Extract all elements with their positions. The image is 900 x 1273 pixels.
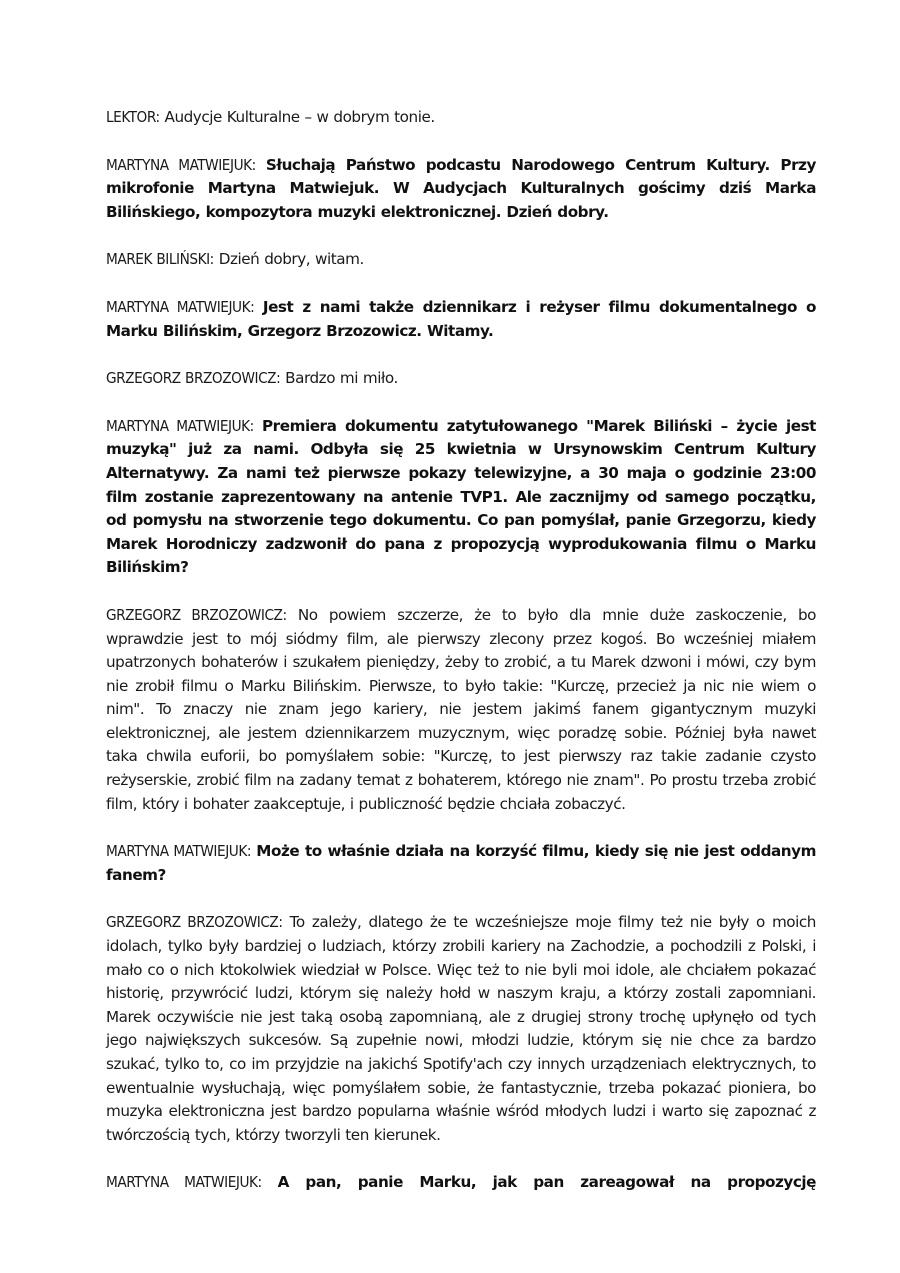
speech-text: To zależy, dlatego że te wcześniejsze moje filmy też nie były o moich idolach, tylko były bardziej o ludziach, którzy zrobili kariery na Zachodzie, a pochodzili z Polski, i mało co o nich ktokolwiek wiedział w Polsce. Więc też to nie byli moi idole, ale chciałem pokazać historię, przywrócić ludzi, którym się należy hołd w naszym kraju, a którzy zostali zapomniani. Marek oczywiście nie jest taką osobą zapomnianą, ale z drugiej strony trochę upłynęło od tych jego największych sukcesów. Są zupełnie nowi, młodzi ludzie, którym się nie chce za bardzo szukać, tylko to, co im przyjdzie na jakichś Spotify'ach czy innych urządzeniach elektrycznych, to ewentualnie wysłuchają, więc pomyślałem sobie, że fantastycznie, trzeba pokazać pioniera, bo muzyka elektroniczna jest bardzo popularna właśnie wśród młodych ludzi i warto się zapoznać z twórczością tych, którzy tworzyli ten kierunek. — [106, 913, 816, 1144]
speech-text: Audycje Kulturalne – w dobrym tonie. — [164, 108, 435, 126]
speaker-label: MARTYNA MATWIEJUK: — [106, 842, 251, 861]
speaker-label: GRZEGORZ BRZOZOWICZ: — [106, 369, 281, 388]
speaker-label: MAREK BILIŃSKI: — [106, 250, 214, 269]
transcript-turn — [106, 106, 816, 130]
transcript-turn — [106, 911, 816, 1147]
transcript-turn — [106, 248, 816, 272]
transcript-page — [106, 106, 816, 1219]
transcript-turn — [106, 604, 816, 816]
speech-text: No powiem szczerze, że to było dla mnie duże zaskoczenie, bo wprawdzie jest to mój siódmy film, ale pierwszy zlecony przez kogoś. Bo wcześniej miałem upatrzonych bohaterów i szukałem pieniędzy, żeby to zrobić, a tu Marek dzwoni i mówi, czy bym nie zrobił filmu o Marku Bilińskim. Pierwsze, to było takie: "Kurczę, przecież ja nic nie wiem o nim". To znaczy nie znam jego kariery, nie jestem jakimś fanem gigantycznym muzyki elektronicznej, ale jestem dziennikarzem muzycznym, więc poradzę sobie. Później była nawet taka chwila euforii, bo pomyślałem sobie: "Kurczę, to jest pierwszy raz takie zadanie czysto reżyserskie, zrobić film na zadany temat z bohaterem, którego nie znam". Po prostu trzeba zrobić film, który i bohater zaakceptuje, i publiczność będzie chciała zobaczyć. — [106, 605, 816, 813]
speech-text: Bardzo mi miło. — [285, 369, 398, 388]
speaker-label: GRZEGORZ BRZOZOWICZ: — [106, 913, 283, 932]
speaker-label: GRZEGORZ BRZOZOWICZ: — [106, 605, 287, 624]
transcript-turn — [106, 1171, 816, 1195]
transcript-turn — [106, 154, 816, 225]
speaker-label: MARTYNA MATWIEJUK: — [106, 1173, 262, 1192]
interviewer-question: Premiera dokumentu zatytułowanego "Marek Biliński – życie jest muzyką" już za nami. Odbyła się 25 kwietnia w Ursynowskim Centrum Kultury Alternatywy. Za nami też pierwsze pokazy telewizyjne, a 30 maja o godzinie 23:00 film zostanie zaprezentowany na antenie TVP1. Ale zacznijmy od samego początku, od pomysłu na stworzenie tego dokumentu. Co pan pomyślał, panie Grzegorzu, kiedy Marek Horodniczy zadzwonił do pana z propozycją wyprodukowania filmu o Marku Bilińskim? — [106, 416, 816, 577]
transcript-turn — [106, 415, 816, 580]
speaker-label: MARTYNA MATWIEJUK: — [106, 297, 255, 316]
speaker-label: LEKTOR: — [106, 108, 160, 126]
interviewer-question: A pan, panie Marku, jak pan zareagował na propozycję — [277, 1173, 816, 1192]
interviewer-question: Jest z nami także dziennikarz i reżyser filmu dokumentalnego o Marku Bilińskim, Grzegorz Brzozowicz. Witamy. — [106, 297, 816, 340]
transcript-turn — [106, 296, 816, 343]
transcript-turn — [106, 367, 816, 391]
speaker-label: MARTYNA MATWIEJUK: — [106, 416, 254, 435]
speech-text: Dzień dobry, witam. — [218, 250, 364, 269]
interviewer-question: Może to właśnie działa na korzyść filmu, kiedy się nie jest oddanym fanem? — [106, 842, 816, 884]
transcript-turn — [106, 840, 816, 887]
speaker-label: MARTYNA MATWIEJUK: — [106, 155, 256, 174]
interviewer-question: Słuchają Państwo podcastu Narodowego Centrum Kultury. Przy mikrofonie Martyna Matwiejuk. W Audycjach Kulturalnych gościmy dziś Marka Bilińskiego, kompozytora muzyki elektronicznej. Dzień dobry. — [106, 155, 816, 221]
